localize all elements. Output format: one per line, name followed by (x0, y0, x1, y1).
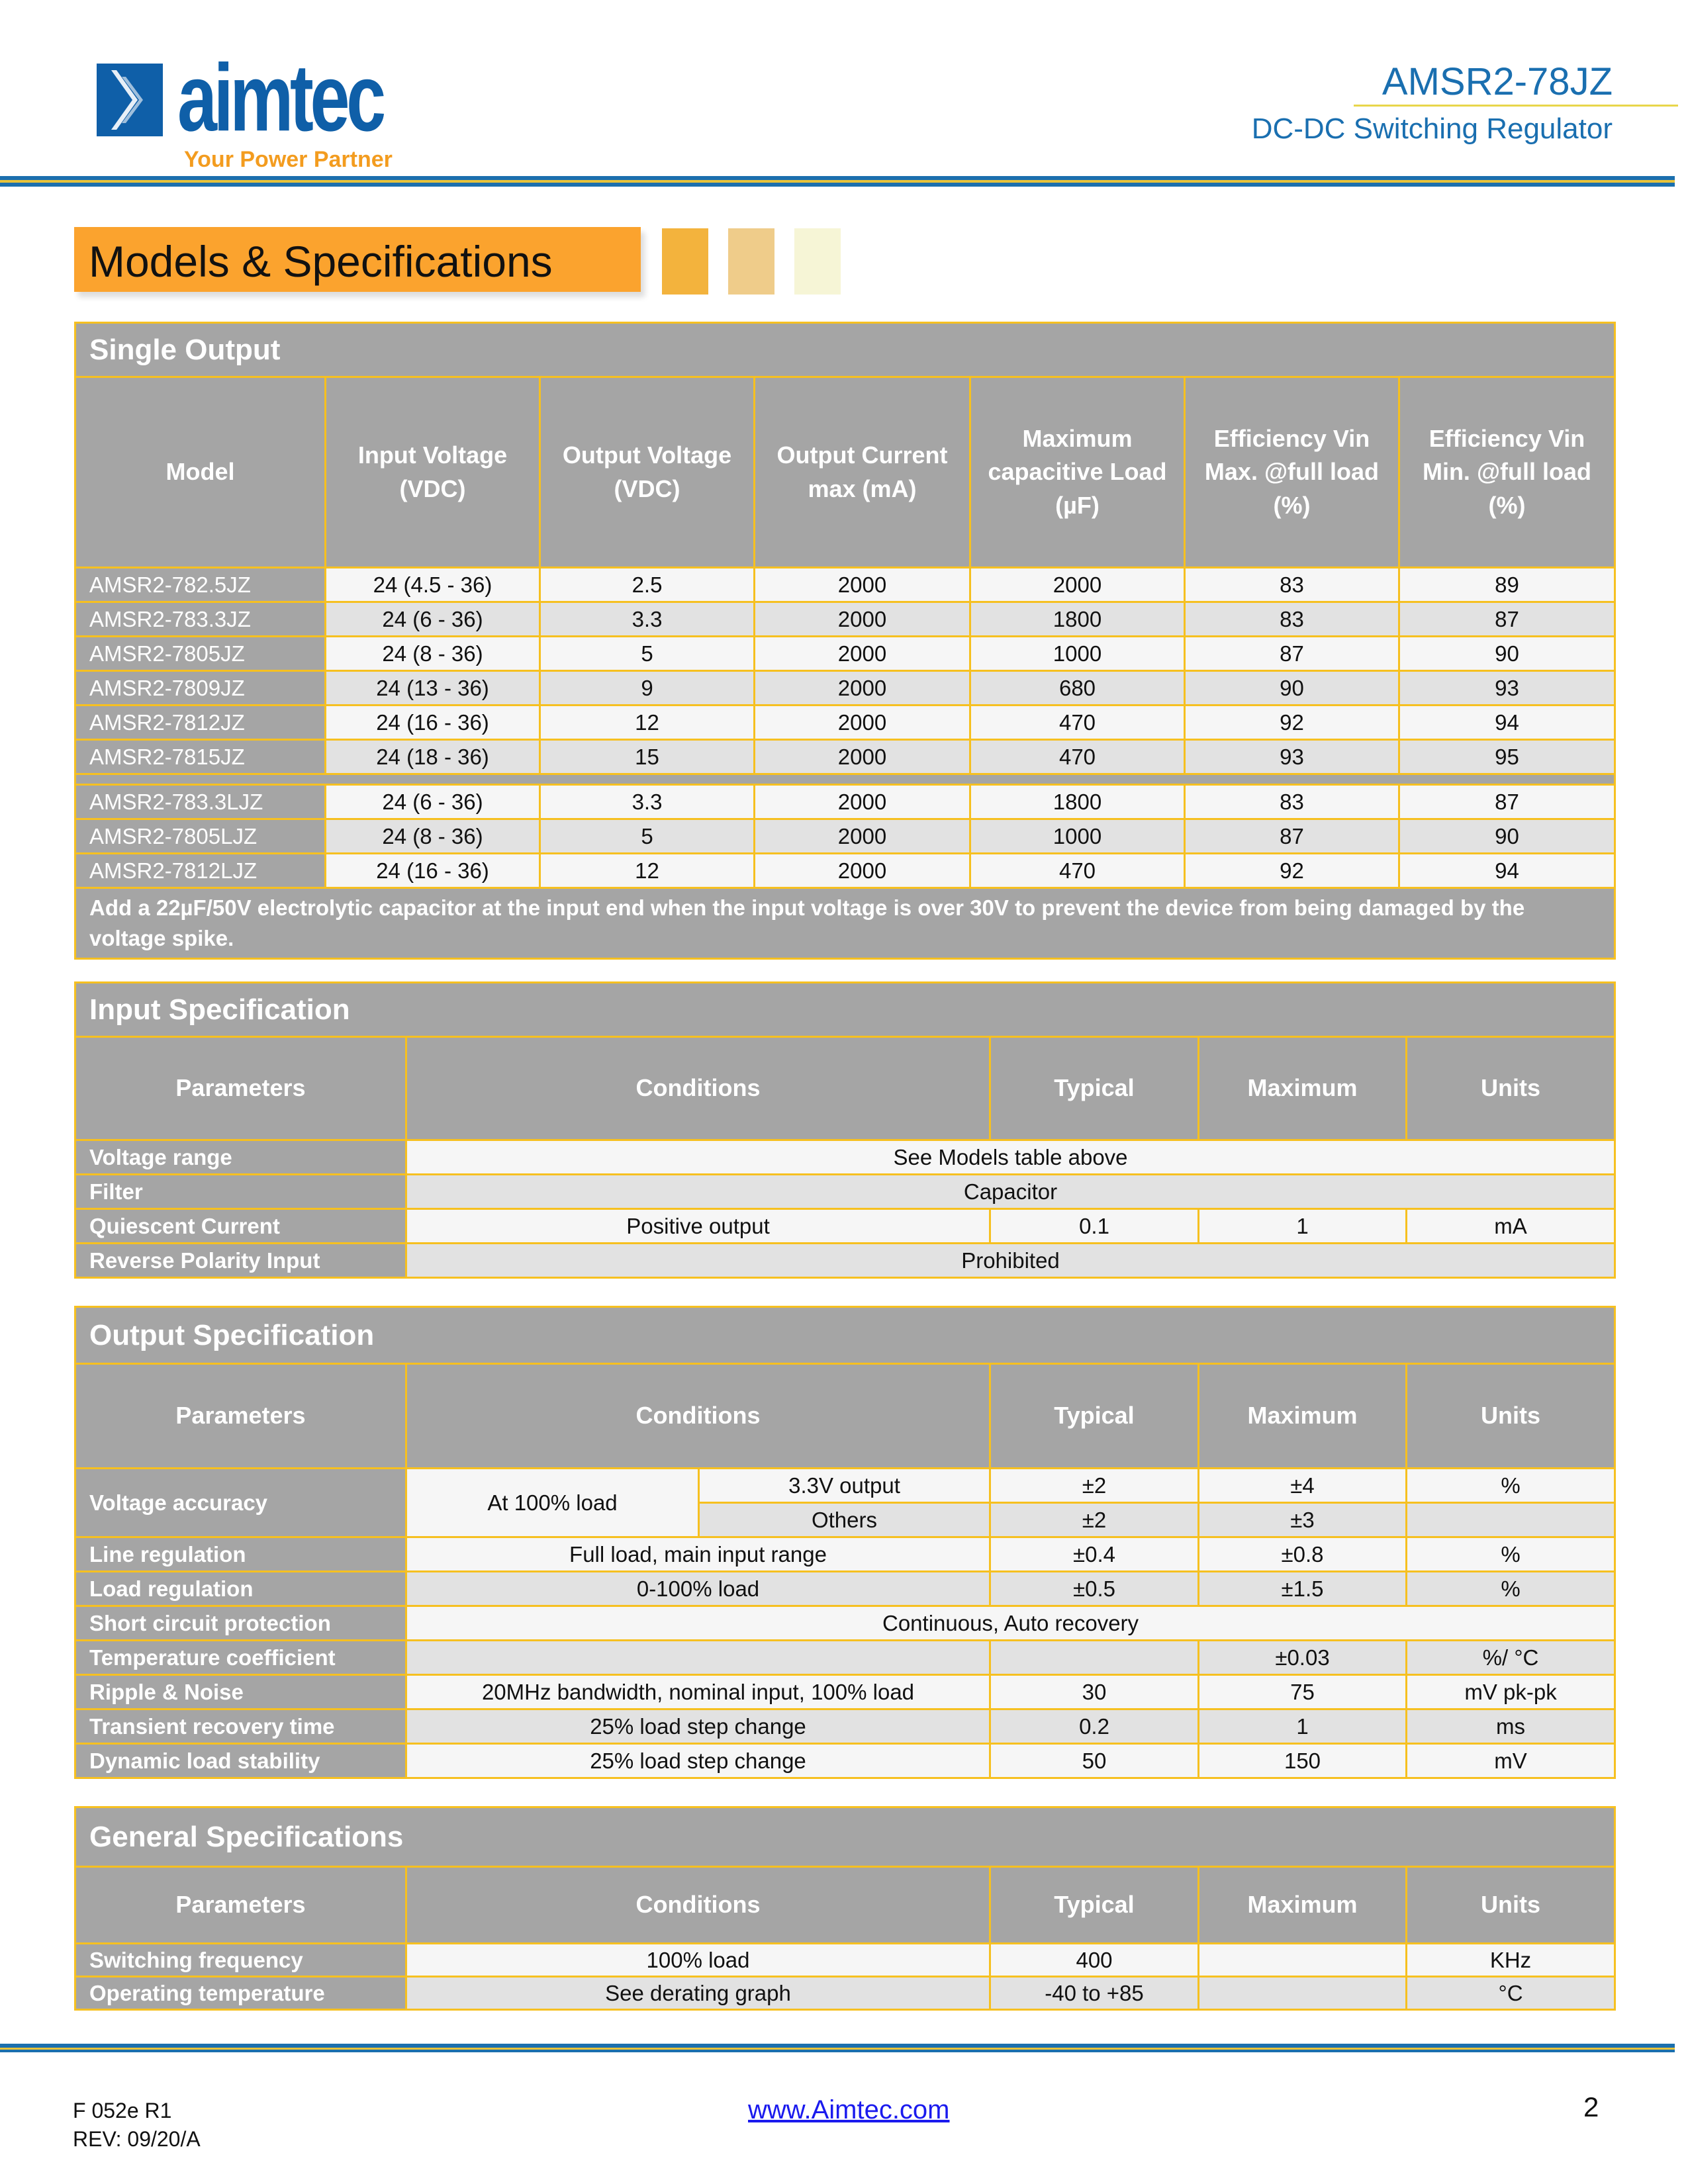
model-name: AMSR2-783.3JZ (75, 602, 326, 637)
units-cell: mA (1407, 1209, 1615, 1244)
units-cell: mV (1407, 1744, 1615, 1778)
typ-cell: ±0.5 (990, 1572, 1199, 1606)
section-title: Single Output (75, 323, 1615, 377)
units-cell (1407, 1503, 1615, 1537)
units-cell: % (1407, 1572, 1615, 1606)
table-row (75, 1469, 1615, 1503)
typ-cell: 0.2 (990, 1709, 1199, 1744)
column-header: Maximum capacitive Load (µF) (970, 377, 1185, 568)
typ-cell: ±0.4 (990, 1537, 1199, 1572)
max-cell: ±0.03 (1199, 1641, 1407, 1675)
parameter-name: Quiescent Current (75, 1209, 406, 1244)
model-name: AMSR2-7815JZ (75, 740, 326, 774)
column-header: Typical (990, 1867, 1199, 1944)
table-cell: 83 (1185, 785, 1399, 819)
table-cell: 24 (8 - 36) (326, 819, 540, 854)
table-cell: 24 (13 - 36) (326, 671, 540, 705)
model-name: AMSR2-7812LJZ (75, 854, 326, 888)
model-name: AMSR2-7805LJZ (75, 819, 326, 854)
column-header: Units (1407, 1364, 1615, 1469)
column-header: Conditions (406, 1867, 990, 1944)
units-cell: mV pk-pk (1407, 1675, 1615, 1709)
max-cell (1199, 1977, 1407, 2010)
table-row (75, 637, 1615, 671)
logo-tagline: Your Power Partner (184, 147, 393, 172)
table-cell: 3.3 (540, 785, 755, 819)
parameter-name: Short circuit protection (75, 1606, 406, 1641)
table-cell: 2000 (755, 854, 970, 888)
column-header: Parameters (75, 1364, 406, 1469)
typ-cell: 0.1 (990, 1209, 1199, 1244)
units-cell: % (1407, 1469, 1615, 1503)
table-cell: 5 (540, 819, 755, 854)
section-title: Output Specification (75, 1307, 1615, 1364)
section-title: General Specifications (75, 1807, 1615, 1867)
form-number: F 052e R1 (73, 2099, 172, 2122)
table-row (75, 1709, 1615, 1744)
max-cell (1199, 1944, 1407, 1977)
max-cell: ±0.8 (1199, 1537, 1407, 1572)
column-header: Output Current max (mA) (755, 377, 970, 568)
table-row (75, 1977, 1615, 2010)
spanning-value: See Models table above (406, 1140, 1615, 1175)
table-note: Add a 22µF/50V electrolytic capacitor at the input end when the input voltage is over 30V to prevent the device from being damaged by the voltage spike. (75, 888, 1615, 959)
table-cell: 1800 (970, 785, 1185, 819)
logo-mark (97, 64, 163, 136)
parameter-name: Dynamic load stability (75, 1744, 406, 1778)
banner-decoration (662, 228, 708, 295)
table-row (75, 1175, 1615, 1209)
parameter-name: Reverse Polarity Input (75, 1244, 406, 1278)
table-cell: 1000 (970, 637, 1185, 671)
table-cell: 83 (1185, 568, 1399, 602)
column-header: Maximum (1199, 1867, 1407, 1944)
table-cell: 1800 (970, 602, 1185, 637)
table-row (75, 740, 1615, 774)
parameter-name: Temperature coefficient (75, 1641, 406, 1675)
table-cell: 83 (1185, 602, 1399, 637)
max-cell: ±1.5 (1199, 1572, 1407, 1606)
model-name: AMSR2-782.5JZ (75, 568, 326, 602)
table-row (75, 983, 1615, 1037)
table-row (75, 671, 1615, 705)
column-header: Typical (990, 1037, 1199, 1140)
column-header: Units (1407, 1867, 1615, 1944)
table-row (75, 1364, 1615, 1469)
table-cell: 90 (1399, 819, 1615, 854)
table-row (75, 1307, 1615, 1364)
table-row (75, 568, 1615, 602)
footer-form-info (73, 2097, 201, 2154)
table-cell: 92 (1185, 854, 1399, 888)
table-cell: 15 (540, 740, 755, 774)
section-banner (74, 227, 641, 292)
column-header: Parameters (75, 1867, 406, 1944)
cond-cell: 20MHz bandwidth, nominal input, 100% load (406, 1675, 990, 1709)
website-link[interactable]: www.Aimtec.com (748, 2095, 950, 2124)
table-cell: 90 (1399, 637, 1615, 671)
column-header: Efficiency Vin Max. @full load (%) (1185, 377, 1399, 568)
table-row (75, 377, 1615, 568)
table-row (75, 1675, 1615, 1709)
table-cell: 24 (6 - 36) (326, 785, 540, 819)
column-header: Conditions (406, 1037, 990, 1140)
column-header: Input Voltage (VDC) (326, 377, 540, 568)
max-cell: 75 (1199, 1675, 1407, 1709)
table-cell: 2000 (755, 740, 970, 774)
table-row (75, 1744, 1615, 1778)
table-cell: 24 (16 - 36) (326, 854, 540, 888)
table-cell: 92 (1185, 705, 1399, 740)
table-cell: 87 (1399, 785, 1615, 819)
parameter-name: Filter (75, 1175, 406, 1209)
table-row (75, 705, 1615, 740)
table-row (75, 1209, 1615, 1244)
parameter-name: Ripple & Noise (75, 1675, 406, 1709)
cond-cell: 100% load (406, 1944, 990, 1977)
units-cell: % (1407, 1537, 1615, 1572)
spanning-value: Continuous, Auto recovery (406, 1606, 1615, 1641)
table-row (75, 1641, 1615, 1675)
column-header: Maximum (1199, 1364, 1407, 1469)
table-cell: 2000 (755, 602, 970, 637)
table-cell: 87 (1185, 637, 1399, 671)
general-spec-table (74, 1806, 1616, 2011)
title-underline (1354, 105, 1678, 107)
table-cell: 680 (970, 671, 1185, 705)
table-cell: 5 (540, 637, 755, 671)
column-header: Parameters (75, 1037, 406, 1140)
document-subtitle: DC-DC Switching Regulator (1251, 113, 1613, 145)
parameter-name: Operating temperature (75, 1977, 406, 2010)
units-cell: ms (1407, 1709, 1615, 1744)
parameter-name: Line regulation (75, 1537, 406, 1572)
table-row (75, 1944, 1615, 1977)
spanning-value: Prohibited (406, 1244, 1615, 1278)
typ-cell: 30 (990, 1675, 1199, 1709)
table-cell: 3.3 (540, 602, 755, 637)
table-row (75, 1037, 1615, 1140)
cond-cell: 0-100% load (406, 1572, 990, 1606)
table-cell: 1000 (970, 819, 1185, 854)
max-cell: 1 (1199, 1709, 1407, 1744)
table-cell: 94 (1399, 705, 1615, 740)
input-spec-table (74, 981, 1616, 1279)
max-cell: 1 (1199, 1209, 1407, 1244)
table-cell: 24 (18 - 36) (326, 740, 540, 774)
typ-cell: -40 to +85 (990, 1977, 1199, 2010)
table-row (75, 602, 1615, 637)
column-header: Units (1407, 1037, 1615, 1140)
table-cell: 2000 (755, 705, 970, 740)
table-cell: 9 (540, 671, 755, 705)
column-header: Model (75, 377, 326, 568)
max-cell: ±4 (1199, 1469, 1407, 1503)
table-cell: 95 (1399, 740, 1615, 774)
table-row (75, 785, 1615, 819)
max-cell: 150 (1199, 1744, 1407, 1778)
table-cell: 2.5 (540, 568, 755, 602)
table-cell: 2000 (755, 819, 970, 854)
table-cell: 2000 (755, 671, 970, 705)
document-title: AMSR2-78JZ (1382, 60, 1613, 103)
parameter-name: Switching frequency (75, 1944, 406, 1977)
table-row (75, 1140, 1615, 1175)
table-row (75, 1537, 1615, 1572)
table-cell: 2000 (755, 568, 970, 602)
table-row (75, 774, 1615, 785)
table-cell: 2000 (755, 785, 970, 819)
cond-cell: Positive output (406, 1209, 990, 1244)
table-cell: 94 (1399, 854, 1615, 888)
table-cell: 12 (540, 705, 755, 740)
cond-cell (406, 1641, 990, 1675)
revision: REV: 09/20/A (73, 2127, 201, 2152)
table-row (75, 1244, 1615, 1278)
model-name: AMSR2-783.3LJZ (75, 785, 326, 819)
typ-cell: 400 (990, 1944, 1199, 1977)
footer-divider (0, 2044, 1675, 2052)
page-number: 2 (1583, 2091, 1599, 2122)
banner-decoration (794, 228, 841, 295)
parameter-name: Transient recovery time (75, 1709, 406, 1744)
cond-cell: 25% load step change (406, 1744, 990, 1778)
units-cell: %/ °C (1407, 1641, 1615, 1675)
table-cell: 89 (1399, 568, 1615, 602)
logo-wordmark: aimtec (177, 44, 383, 152)
table-cell: 93 (1185, 740, 1399, 774)
cond-cell: 3.3V output (699, 1469, 990, 1503)
table-cell: 93 (1399, 671, 1615, 705)
table-cell: 2000 (970, 568, 1185, 602)
table-cell: 24 (16 - 36) (326, 705, 540, 740)
table-row (75, 1572, 1615, 1606)
column-header: Output Voltage (VDC) (540, 377, 755, 568)
table-cell: 2000 (755, 637, 970, 671)
table-cell: 470 (970, 705, 1185, 740)
table-cell: 24 (4.5 - 36) (326, 568, 540, 602)
parameter-name: Voltage accuracy (75, 1469, 406, 1537)
table-cell: 12 (540, 854, 755, 888)
table-row (75, 323, 1615, 377)
typ-cell (990, 1641, 1199, 1675)
table-row (75, 1606, 1615, 1641)
table-cell: 24 (6 - 36) (326, 602, 540, 637)
spanning-value: Capacitor (406, 1175, 1615, 1209)
section-title: Input Specification (75, 983, 1615, 1037)
table-spacer (75, 774, 1615, 785)
banner-title: Models & Specifications (89, 237, 553, 286)
table-cell: 87 (1185, 819, 1399, 854)
table-row (75, 1867, 1615, 1944)
model-name: AMSR2-7805JZ (75, 637, 326, 671)
cond-cell: See derating graph (406, 1977, 990, 2010)
column-header: Conditions (406, 1364, 990, 1469)
output-spec-table (74, 1306, 1616, 1779)
typ-cell: 50 (990, 1744, 1199, 1778)
column-header: Maximum (1199, 1037, 1407, 1140)
typ-cell: ±2 (990, 1503, 1199, 1537)
column-header: Typical (990, 1364, 1199, 1469)
table-row (75, 819, 1615, 854)
cond-cell: Others (699, 1503, 990, 1537)
table-row (75, 854, 1615, 888)
single-output-table (74, 322, 1616, 960)
banner-decoration (728, 228, 774, 295)
table-cell: 24 (8 - 36) (326, 637, 540, 671)
table-row (75, 1807, 1615, 1867)
model-name: AMSR2-7809JZ (75, 671, 326, 705)
table-cell: 470 (970, 854, 1185, 888)
cond-cell: 25% load step change (406, 1709, 990, 1744)
header-divider (0, 176, 1675, 187)
model-name: AMSR2-7812JZ (75, 705, 326, 740)
cond-cell: Full load, main input range (406, 1537, 990, 1572)
table-cell: 87 (1399, 602, 1615, 637)
parameter-name: Voltage range (75, 1140, 406, 1175)
table-row (75, 888, 1615, 959)
units-cell: KHz (1407, 1944, 1615, 1977)
condition-cell: At 100% load (406, 1469, 699, 1537)
units-cell: °C (1407, 1977, 1615, 2010)
table-cell: 90 (1185, 671, 1399, 705)
parameter-name: Load regulation (75, 1572, 406, 1606)
table-cell: 470 (970, 740, 1185, 774)
max-cell: ±3 (1199, 1503, 1407, 1537)
column-header: Efficiency Vin Min. @full load (%) (1399, 377, 1615, 568)
typ-cell: ±2 (990, 1469, 1199, 1503)
